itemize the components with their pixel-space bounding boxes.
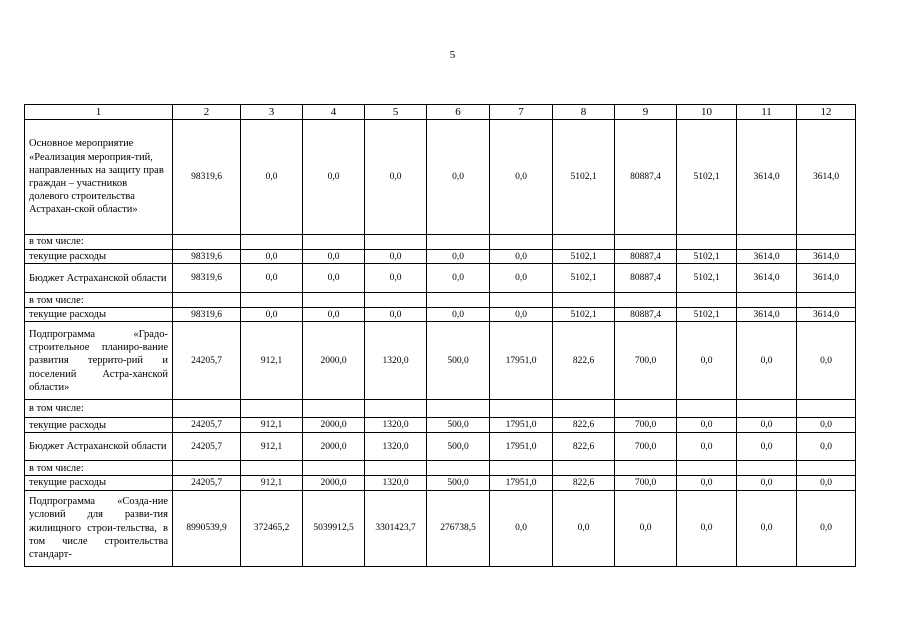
value-cell: 0,0 [303, 264, 365, 293]
table-row [25, 490, 856, 566]
value-cell [365, 293, 427, 308]
value-cell [677, 235, 737, 250]
value-cell: 700,0 [615, 476, 677, 490]
value-cell [553, 235, 615, 250]
value-cell [173, 235, 241, 250]
value-cell: 0,0 [677, 490, 737, 566]
value-cell: 3614,0 [797, 250, 856, 264]
value-cell: 5102,1 [677, 120, 737, 235]
value-cell: 24205,7 [173, 418, 241, 433]
value-cell: 5102,1 [553, 308, 615, 322]
row-label: Подпрограмма «Созда-ние условий для разви-тия жилищного строи-тельства, в том числе строительства стандарт- [25, 490, 173, 566]
row-label: в том числе: [25, 461, 173, 476]
row-label: в том числе: [25, 235, 173, 250]
value-cell [365, 235, 427, 250]
value-cell [427, 235, 490, 250]
value-cell: 0,0 [490, 308, 553, 322]
header-cell: 5 [365, 105, 427, 120]
value-cell: 700,0 [615, 433, 677, 461]
value-cell: 0,0 [797, 490, 856, 566]
value-cell: 500,0 [427, 322, 490, 400]
value-cell: 0,0 [490, 490, 553, 566]
value-cell: 0,0 [797, 418, 856, 433]
table-row [25, 322, 856, 400]
value-cell [615, 293, 677, 308]
value-cell: 700,0 [615, 322, 677, 400]
value-cell: 500,0 [427, 418, 490, 433]
header-cell: 6 [427, 105, 490, 120]
value-cell: 0,0 [490, 250, 553, 264]
value-cell [427, 400, 490, 418]
value-cell [677, 293, 737, 308]
value-cell: 5102,1 [677, 250, 737, 264]
table-row [25, 476, 856, 490]
value-cell: 3614,0 [737, 264, 797, 293]
header-cell: 1 [25, 105, 173, 120]
value-cell [797, 461, 856, 476]
value-cell: 1320,0 [365, 418, 427, 433]
value-cell [615, 235, 677, 250]
value-cell: 0,0 [490, 120, 553, 235]
value-cell: 0,0 [241, 120, 303, 235]
value-cell: 17951,0 [490, 322, 553, 400]
value-cell: 2000,0 [303, 322, 365, 400]
value-cell: 17951,0 [490, 418, 553, 433]
value-cell [303, 235, 365, 250]
value-cell: 822,6 [553, 476, 615, 490]
value-cell: 0,0 [737, 433, 797, 461]
value-cell: 0,0 [677, 322, 737, 400]
value-cell: 24205,7 [173, 476, 241, 490]
header-cell: 8 [553, 105, 615, 120]
value-cell: 0,0 [490, 264, 553, 293]
table-row [25, 120, 856, 235]
value-cell: 8990539,9 [173, 490, 241, 566]
value-cell: 0,0 [303, 120, 365, 235]
value-cell: 0,0 [737, 490, 797, 566]
value-cell [427, 293, 490, 308]
table-row [25, 461, 856, 476]
table-row [25, 235, 856, 250]
header-row [25, 105, 856, 120]
table-row [25, 400, 856, 418]
row-label: Основное мероприятие «Реализация мероприя-тий, направленных на защиту прав граждан – участников долевого строительства Астрахан-ской области» [25, 120, 173, 235]
table-row [25, 250, 856, 264]
value-cell [490, 461, 553, 476]
value-cell [797, 293, 856, 308]
value-cell [365, 400, 427, 418]
table-row [25, 293, 856, 308]
value-cell: 822,6 [553, 418, 615, 433]
table-row [25, 433, 856, 461]
value-cell [677, 400, 737, 418]
value-cell: 0,0 [677, 433, 737, 461]
value-cell: 0,0 [365, 250, 427, 264]
budget-table [24, 104, 856, 567]
value-cell: 2000,0 [303, 476, 365, 490]
value-cell: 500,0 [427, 476, 490, 490]
table-row [25, 418, 856, 433]
value-cell: 0,0 [427, 308, 490, 322]
value-cell: 3301423,7 [365, 490, 427, 566]
value-cell: 372465,2 [241, 490, 303, 566]
value-cell [797, 235, 856, 250]
header-cell: 7 [490, 105, 553, 120]
value-cell: 0,0 [677, 476, 737, 490]
header-cell: 11 [737, 105, 797, 120]
value-cell: 0,0 [797, 476, 856, 490]
value-cell [241, 400, 303, 418]
value-cell [241, 293, 303, 308]
value-cell [553, 461, 615, 476]
row-label: текущие расходы [25, 308, 173, 322]
value-cell: 3614,0 [797, 308, 856, 322]
value-cell: 17951,0 [490, 476, 553, 490]
header-cell: 12 [797, 105, 856, 120]
value-cell: 700,0 [615, 418, 677, 433]
header-cell: 9 [615, 105, 677, 120]
value-cell: 0,0 [303, 308, 365, 322]
value-cell: 2000,0 [303, 418, 365, 433]
value-cell: 0,0 [737, 418, 797, 433]
value-cell: 24205,7 [173, 322, 241, 400]
row-label: текущие расходы [25, 476, 173, 490]
value-cell: 80887,4 [615, 120, 677, 235]
value-cell: 0,0 [737, 322, 797, 400]
value-cell: 0,0 [797, 322, 856, 400]
header-cell: 2 [173, 105, 241, 120]
value-cell: 0,0 [427, 120, 490, 235]
value-cell: 5102,1 [553, 264, 615, 293]
value-cell [737, 461, 797, 476]
value-cell: 98319,6 [173, 250, 241, 264]
value-cell [737, 400, 797, 418]
row-label: текущие расходы [25, 250, 173, 264]
value-cell [241, 461, 303, 476]
value-cell: 912,1 [241, 433, 303, 461]
value-cell [490, 400, 553, 418]
value-cell: 0,0 [797, 433, 856, 461]
value-cell: 0,0 [241, 264, 303, 293]
value-cell: 17951,0 [490, 433, 553, 461]
value-cell: 1320,0 [365, 433, 427, 461]
value-cell [677, 461, 737, 476]
value-cell [737, 293, 797, 308]
value-cell: 3614,0 [797, 264, 856, 293]
value-cell [173, 461, 241, 476]
value-cell: 0,0 [241, 250, 303, 264]
value-cell: 5102,1 [677, 264, 737, 293]
header-cell: 4 [303, 105, 365, 120]
row-label: Бюджет Астраханской области [25, 264, 173, 293]
value-cell [173, 400, 241, 418]
value-cell: 0,0 [677, 418, 737, 433]
row-label: в том числе: [25, 400, 173, 418]
value-cell: 276738,5 [427, 490, 490, 566]
value-cell: 5102,1 [553, 120, 615, 235]
value-cell: 500,0 [427, 433, 490, 461]
value-cell [615, 461, 677, 476]
value-cell: 2000,0 [303, 433, 365, 461]
value-cell: 98319,6 [173, 120, 241, 235]
row-label: Подпрограмма «Градо-строительное планиро-вание развития террито-рий и поселений Астра-ханской области» [25, 322, 173, 400]
value-cell: 1320,0 [365, 476, 427, 490]
value-cell: 0,0 [303, 250, 365, 264]
value-cell: 5039912,5 [303, 490, 365, 566]
value-cell: 1320,0 [365, 322, 427, 400]
value-cell [427, 461, 490, 476]
value-cell: 98319,6 [173, 264, 241, 293]
value-cell: 0,0 [427, 264, 490, 293]
value-cell: 3614,0 [737, 120, 797, 235]
value-cell [303, 293, 365, 308]
value-cell: 3614,0 [737, 308, 797, 322]
value-cell [490, 235, 553, 250]
table-row [25, 264, 856, 293]
value-cell: 0,0 [615, 490, 677, 566]
value-cell: 5102,1 [553, 250, 615, 264]
page-number: 5 [449, 49, 456, 61]
row-label: Бюджет Астраханской области [25, 433, 173, 461]
value-cell: 3614,0 [797, 120, 856, 235]
value-cell: 80887,4 [615, 250, 677, 264]
value-cell: 0,0 [365, 120, 427, 235]
value-cell [303, 400, 365, 418]
value-cell: 912,1 [241, 322, 303, 400]
value-cell: 3614,0 [737, 250, 797, 264]
value-cell: 80887,4 [615, 264, 677, 293]
value-cell: 912,1 [241, 476, 303, 490]
value-cell: 822,6 [553, 322, 615, 400]
value-cell [490, 293, 553, 308]
table-row [25, 308, 856, 322]
value-cell: 98319,6 [173, 308, 241, 322]
value-cell: 912,1 [241, 418, 303, 433]
value-cell: 0,0 [365, 308, 427, 322]
value-cell: 822,6 [553, 433, 615, 461]
value-cell: 24205,7 [173, 433, 241, 461]
value-cell [365, 461, 427, 476]
value-cell [553, 400, 615, 418]
header-cell: 3 [241, 105, 303, 120]
value-cell [615, 400, 677, 418]
value-cell [797, 400, 856, 418]
value-cell: 5102,1 [677, 308, 737, 322]
value-cell: 80887,4 [615, 308, 677, 322]
row-label: текущие расходы [25, 418, 173, 433]
row-label: в том числе: [25, 293, 173, 308]
value-cell: 0,0 [553, 490, 615, 566]
value-cell: 0,0 [365, 264, 427, 293]
value-cell [241, 235, 303, 250]
header-cell: 10 [677, 105, 737, 120]
value-cell [173, 293, 241, 308]
value-cell: 0,0 [427, 250, 490, 264]
value-cell: 0,0 [241, 308, 303, 322]
value-cell [737, 235, 797, 250]
value-cell [303, 461, 365, 476]
value-cell: 0,0 [737, 476, 797, 490]
value-cell [553, 293, 615, 308]
